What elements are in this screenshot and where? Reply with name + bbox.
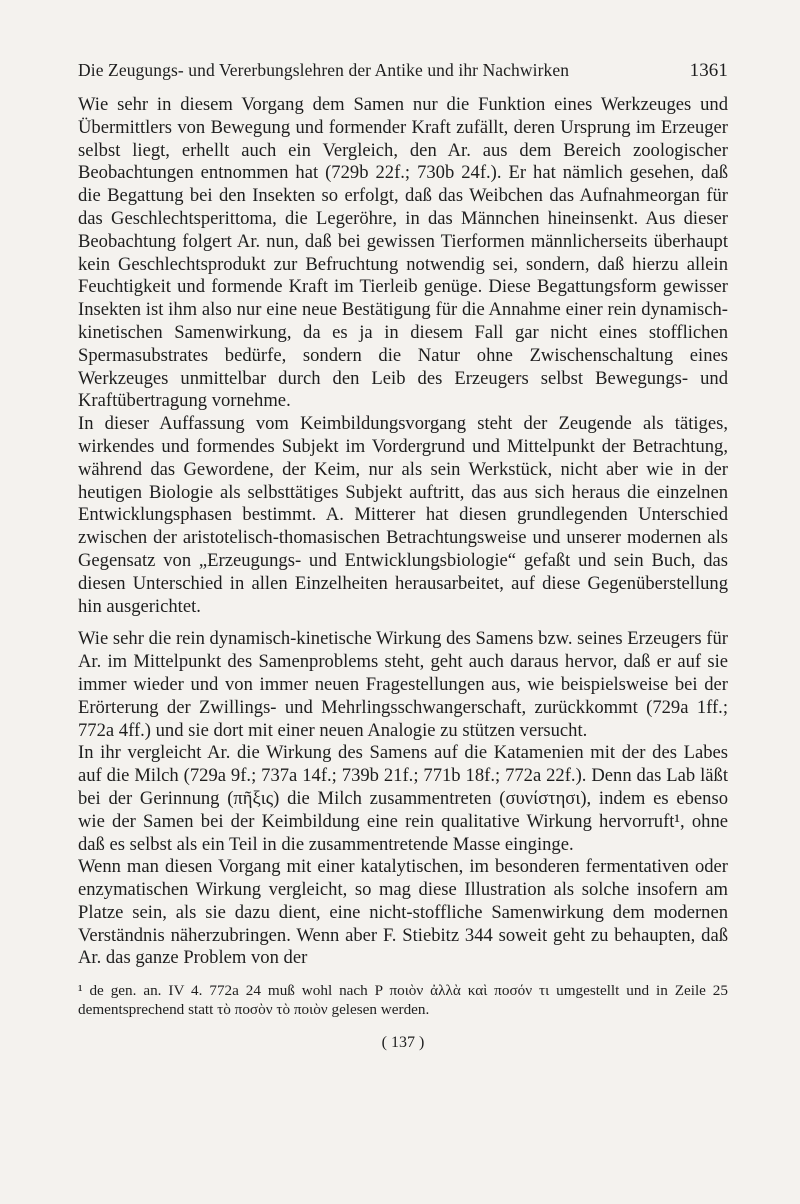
paragraph-1: Wie sehr in diesem Vorgang dem Samen nur die Funktion eines Werkzeuges und Übermittlers von Bewegung und formender Kraft zufällt, deren Ursprung im Erzeuger selbst liegt, erhellt auch ein Vergleich, den Ar. aus dem Bereich zoologischer Beobachtungen entnommen hat (729b 22f.; 730b 24f.). Er hat nämlich gesehen, daß die Begattung bei den Insekten so erfolgt, daß das Weibchen das Aufnahmeorgan für das Geschlechtsperittoma, die Legeröhre, in das Männchen hineinsenkt. Aus dieser Beobachtung folgert Ar. nun, daß bei gewissen Tierformen männlicherseits überhaupt kein Geschlechtsprodukt zur Befruchtung notwendig sei, sondern, daß hierzu allein Feuchtigkeit und formende Kraft im Tierleib genüge. Diese Begattungsform gewisser Insekten ist ihm also nur eine neue Bestätigung für die Annahme einer rein dynamisch-kinetischen Samenwirkung, da es ja in diesem Fall gar nicht eines stofflichen Spermasubstrates bedürfe, sondern die Natur ohne Zwischenschaltung eines Werkzeuges unmittelbar durch den Leib des Erzeugers selbst Bewegungs- und Kraftübertragung vornehme. [78,94,728,412]
running-head-title: Die Zeugungs- und Vererbungslehren der Antike und ihr Nachwirken [78,60,570,80]
folio: ( 137 ) [381,1034,425,1052]
paragraph-4: In ihr vergleicht Ar. die Wirkung des Samens auf die Katamenien mit der des Labes auf die Milch (729a 9f.; 737a 14f.; 739b 21f.; 771b 18f.; 772a 22f.). Denn das Lab läßt bei der Gerinnung (πῆξις) die Milch zusammentreten (συνίστησι), indem es ebenso wie der Samen bei der Keimbildung eine rein qualitative Wirkung hervorruft¹, ohne daß es selbst als ein Teil in die zusammentretende Masse einginge. [78,742,728,855]
page-number: 1361 [689,60,728,81]
running-head [78,60,728,82]
paragraph-5: Wenn man diesen Vorgang mit einer katalytischen, im besonderen fermentativen oder enzymatischen Wirkung vergleicht, so mag diese Illustration als solche insofern am Platze sein, als sie dazu dient, eine nicht-stoffliche Samenwirkung dem modernen Verständnis näherzubringen. Wenn aber F. Stiebitz 344 soweit geht zu behaupten, daß Ar. das ganze Problem von der [78,856,728,969]
footnote: ¹ de gen. an. IV 4. 772a 24 muß wohl nach P ποιὸν ἀλλὰ καὶ ποσόν τι umgestellt und in Zeile 25 dementsprechend statt τὸ ποσὸν τὸ ποιὸν gelesen werden. [78,982,728,1018]
book-page [78,60,728,1052]
paragraph-2: In dieser Auffassung vom Keimbildungsvorgang steht der Zeugende als tätiges, wirkendes und formendes Subjekt im Vordergrund und Mittelpunkt der Betrachtung, während das Gewordene, der Keim, nur als sein Werkstück, nicht aber wie in der heutigen Biologie als selbsttätiges Subjekt auftritt, das aus sich heraus die einzelnen Entwicklungsphasen bestimmt. A. Mitterer hat diesen grundlegenden Unterschied zwischen der aristotelisch-thomasischen Betrachtungsweise und unserer modernen als Gegensatz von „Erzeugungs- und Entwicklungsbiologie“ gefaßt und sein Buch, das diesen Unterschied in allen Einzelheiten herausarbeitet, auf diese Gegenüberstellung hin ausgerichtet. [78,413,728,617]
paragraph-3: Wie sehr die rein dynamisch-kinetische Wirkung des Samens bzw. seines Erzeugers für Ar. im Mittelpunkt des Samenproblems steht, geht auch daraus hervor, daß er auf sie immer wieder und von immer neuen Fragestellungen aus, wie beispielsweise bei der Erörterung der Zwillings- und Mehrlingsschwangerschaft, zurückkommt (729a 1ff.; 772a 4ff.) und sie dort mit einer neuen Analogie zu stützen versucht. [78,628,728,741]
